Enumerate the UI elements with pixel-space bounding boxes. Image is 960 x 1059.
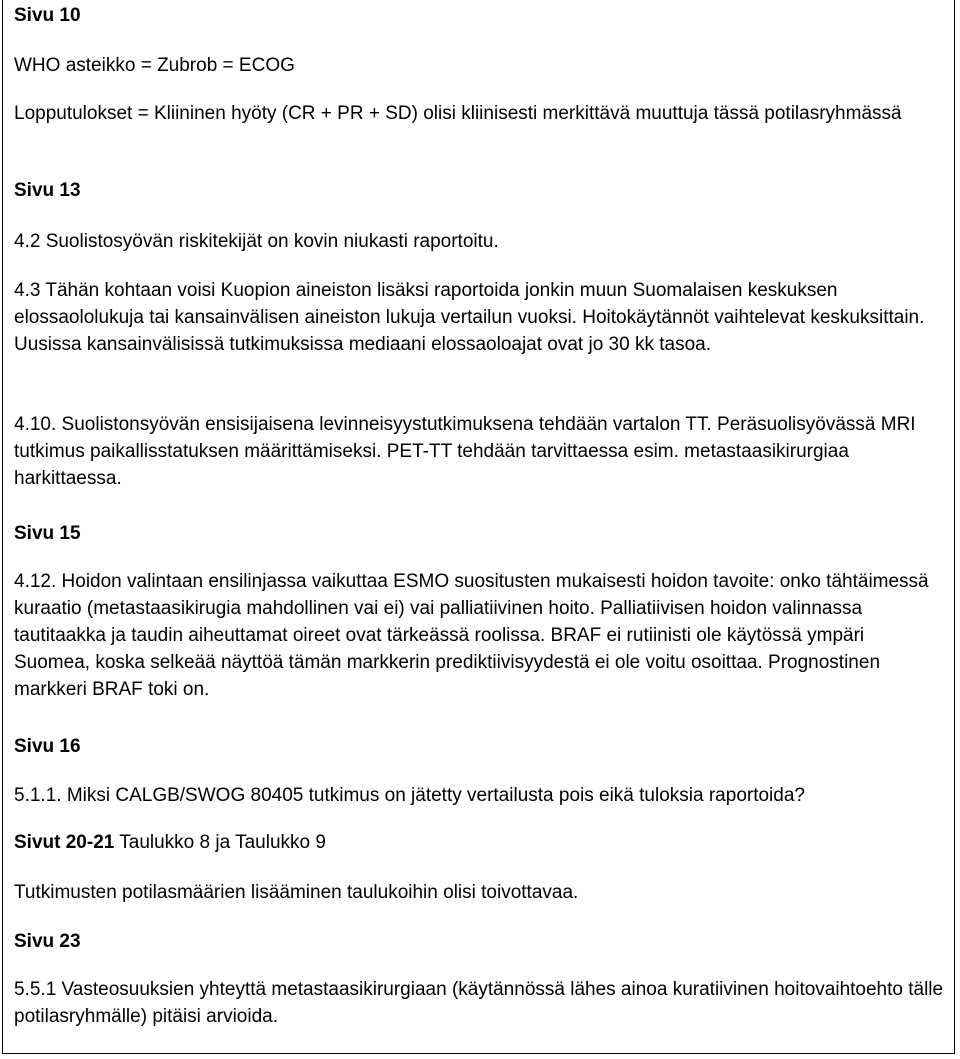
paragraph: Tutkimusten potilasmäärien lisääminen taulukoihin olisi toivottavaa. [14, 882, 579, 903]
section-heading: Sivu 10 [14, 5, 81, 26]
section-heading: Sivu 23 [14, 931, 81, 952]
paragraph: Lopputulokset = Kliininen hyöty (CR + PR + SD) olisi kliinisesti merkittävä muuttuja tässä potilasryhmässä [14, 103, 902, 124]
paragraph: 4.2 Suolistosyövän riskitekijät on kovin niukasti raportoitu. [14, 231, 499, 252]
paragraph: 5.5.1 Vasteosuuksien yhteyttä metastaasikirurgiaan (käytännössä lähes ainoa kuratiivinen hoitovaihtoehto tälle potilasryhmälle) pitäisi arvioida. [14, 979, 944, 1027]
section-heading: Sivut 20-21 [14, 832, 115, 853]
table-reference-text: Taulukko 8 ja Taulukko 9 [114, 832, 326, 853]
paragraph: 4.3 Tähän kohtaan voisi Kuopion aineiston lisäksi raportoida jonkin muun Suomalaisen keskuksen elossaololukuja tai kansainvälisen aineiston lukuja vertailun vuoksi. Hoitokäytännöt vaihtelevat keskuksittain. Uusissa kansainvälisissä tutkimuksissa mediaani elossaoloajat ovat jo 30 kk tasoa. [14, 280, 925, 355]
paragraph: 4.10. Suolistonsyövän ensisijaisena levinneisyystutkimuksena tehdään vartalon TT. Peräsuolisyövässä MRI tutkimus paikallisstatuksen määrittämiseksi. PET-TT tehdään tarvittaessa esim. metastaasikirurgiaa harkittaessa. [14, 414, 916, 489]
section-heading: Sivu 15 [14, 523, 81, 544]
paragraph: 5.1.1. Miksi CALGB/SWOG 80405 tutkimus on jätetty vertailusta pois eikä tuloksia raportoida? [14, 785, 805, 806]
section-heading: Sivu 13 [14, 180, 81, 201]
paragraph: 4.12. Hoidon valintaan ensilinjassa vaikuttaa ESMO suositusten mukaisesti hoidon tavoite: onko tähtäimessä kuraatio (metastaasikirugia mahdollinen vai ei) vai palliatiivinen hoito. Palliatiivisen hoidon valinnassa tautitaakka ja taudin aiheuttamat oireet ovat tärkeässä roolissa. BRAF ei rutiinisti ole käytössä ympäri Suomea, koska selkeää näyttöä tämän markkerin prediktiivisyydestä ei ole voitu osoittaa. Prognostinen markkeri BRAF toki on. [14, 571, 929, 700]
table-reference-line [14, 829, 944, 856]
paragraph: WHO asteikko = Zubrob = ECOG [14, 55, 295, 76]
section-heading: Sivu 16 [14, 736, 81, 757]
